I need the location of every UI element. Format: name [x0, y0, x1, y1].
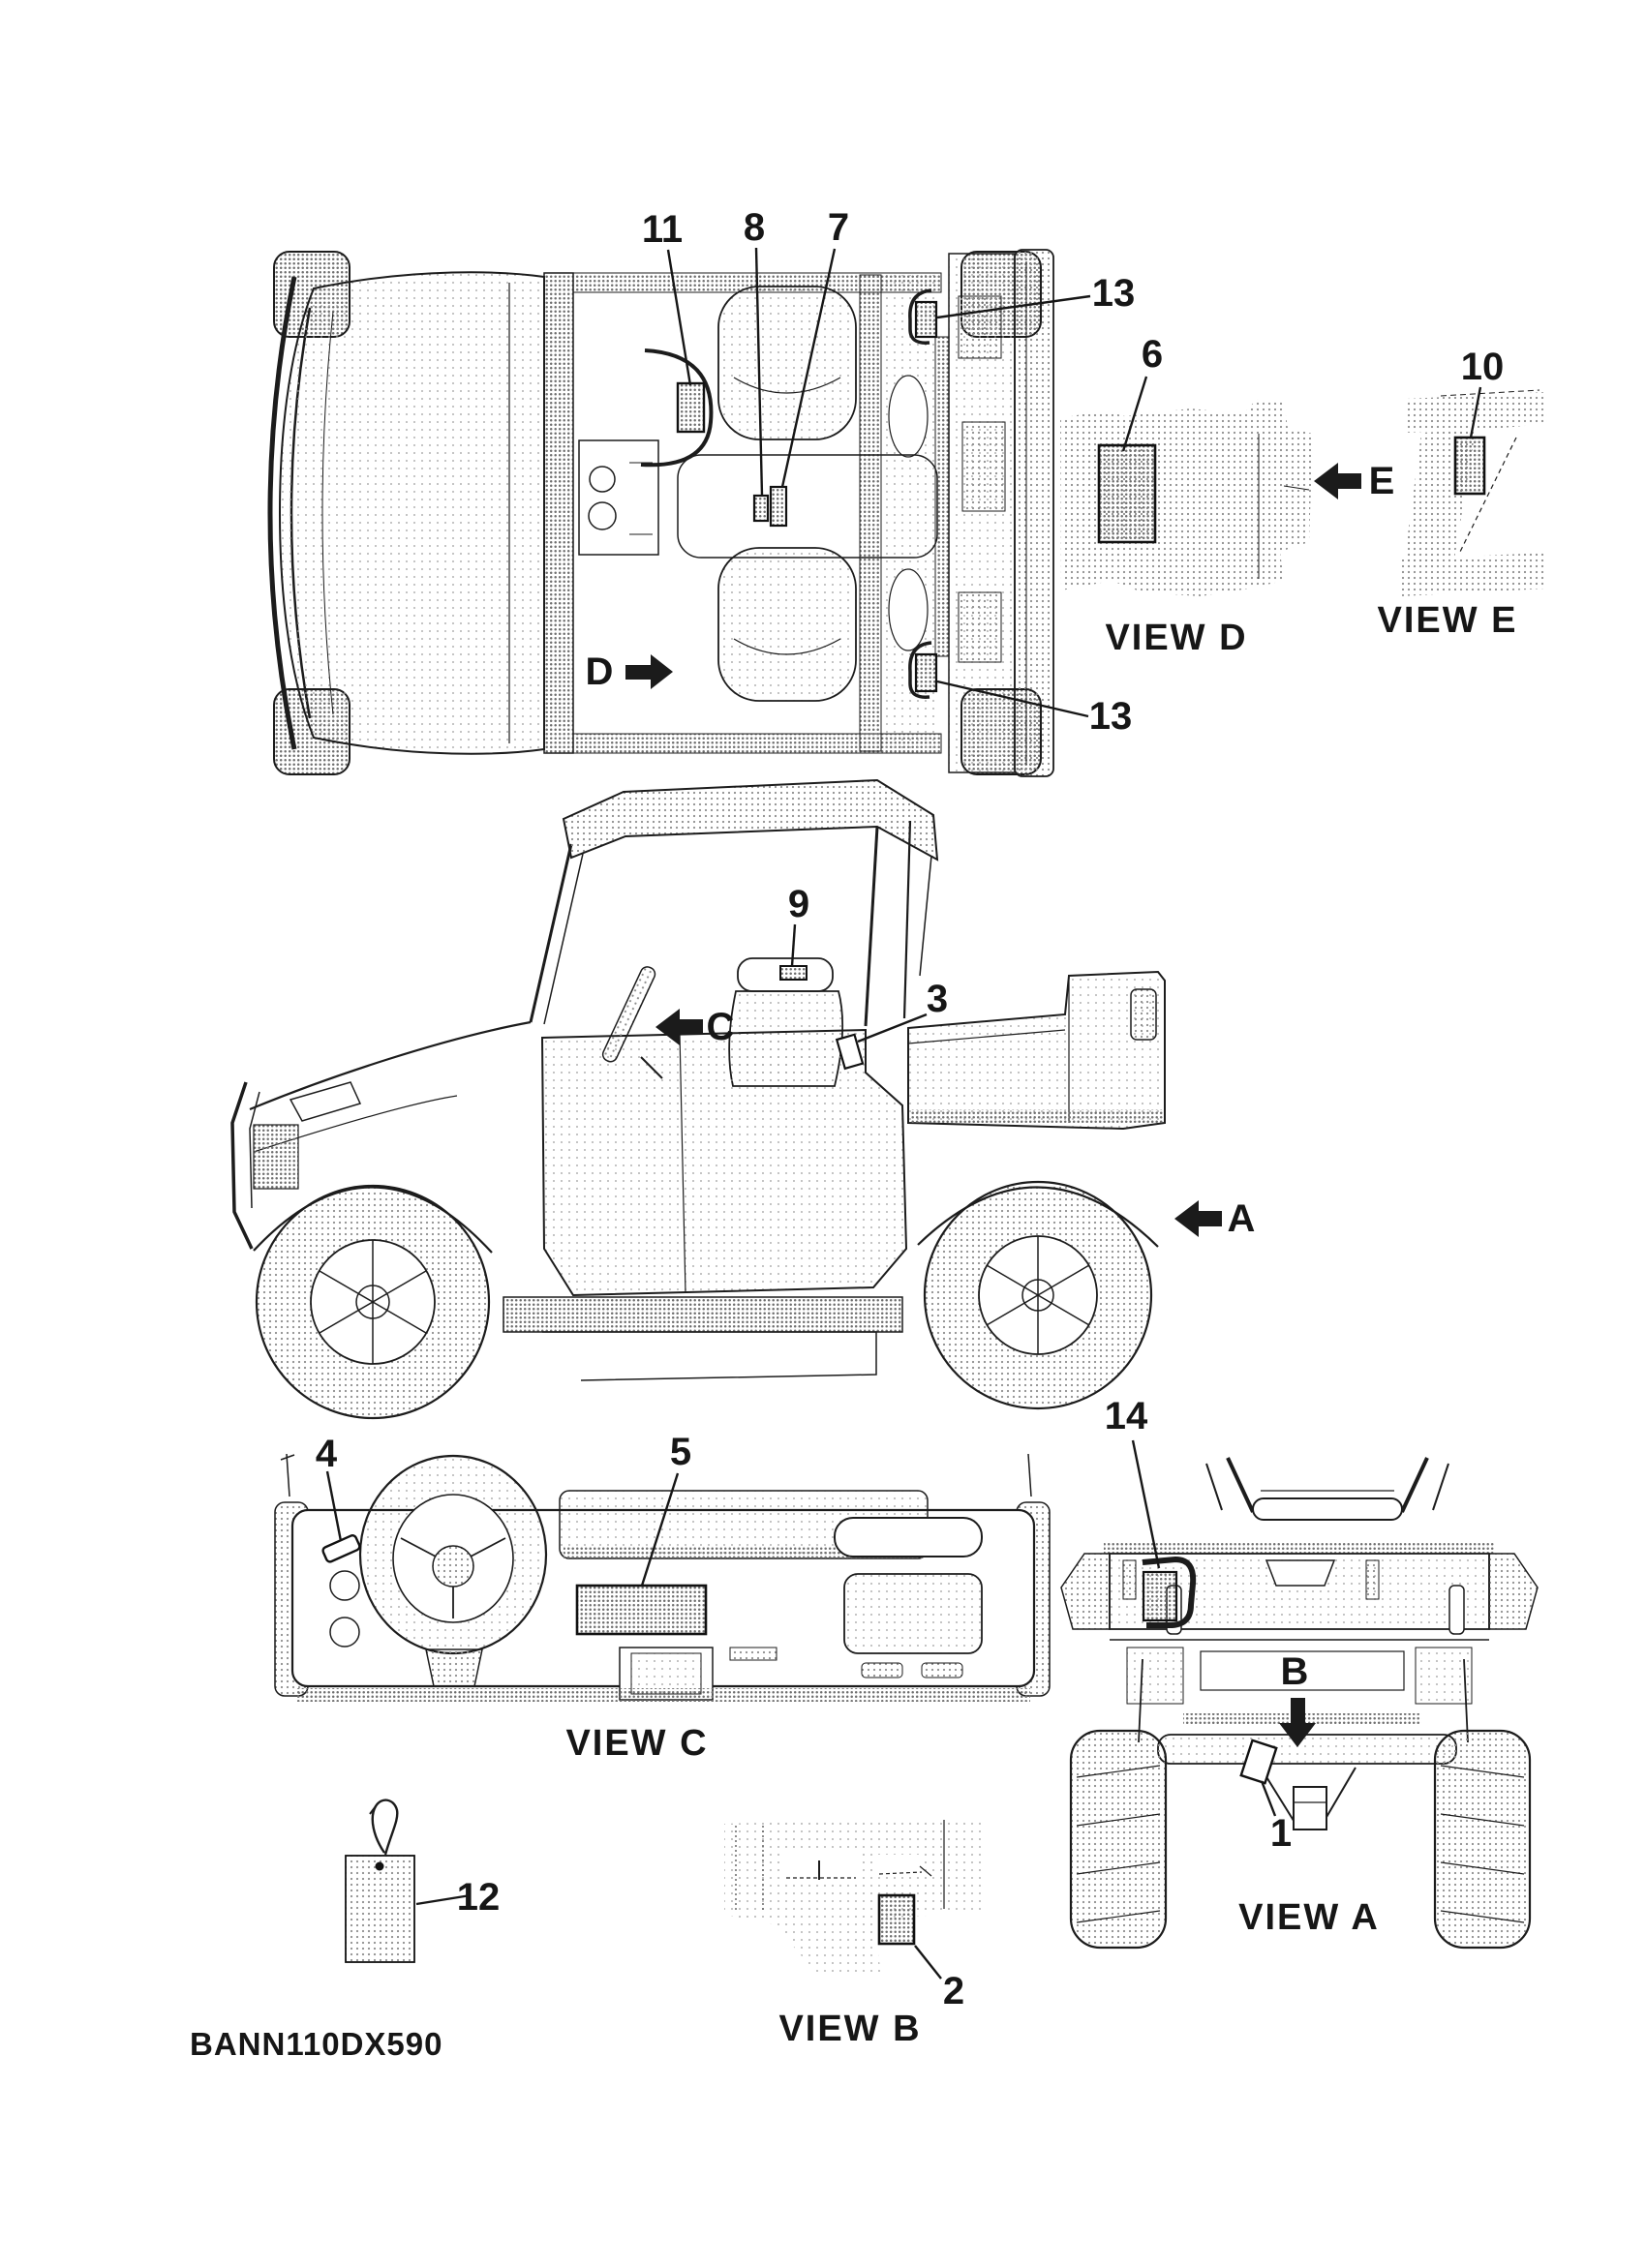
view-b-title: VIEW B	[778, 2009, 922, 2049]
side-view-illustration	[232, 780, 1165, 1418]
callout-2: 2	[942, 1970, 965, 2012]
view-e-title: VIEW E	[1377, 600, 1518, 641]
label-position-7	[771, 487, 786, 526]
callout-11: 11	[641, 208, 684, 251]
callout-12: 12	[456, 1876, 501, 1919]
callout-8: 8	[743, 206, 766, 249]
callout-1: 1	[1269, 1812, 1293, 1855]
direction-letter-e: E	[1368, 460, 1395, 502]
view-a-title: VIEW A	[1238, 1897, 1380, 1938]
label-position-14	[1143, 1572, 1176, 1620]
label-position-13-bottom	[916, 654, 936, 691]
label-position-11	[678, 383, 704, 432]
label-position-12	[346, 1856, 414, 1962]
label-position-10	[1455, 438, 1484, 494]
callout-6: 6	[1141, 333, 1164, 376]
direction-letter-b: B	[1280, 1650, 1309, 1693]
callout-10: 10	[1460, 346, 1505, 388]
view-d-illustration	[1060, 399, 1313, 596]
label-position-2	[879, 1895, 914, 1944]
callout-14: 14	[1104, 1395, 1148, 1437]
label-position-13-top	[916, 302, 936, 337]
view-c-title: VIEW C	[565, 1723, 709, 1764]
view-d-title: VIEW D	[1105, 618, 1248, 658]
view-b-illustration	[724, 1818, 982, 1977]
direction-letter-a: A	[1227, 1197, 1256, 1240]
arrow-e-left-icon	[1314, 463, 1361, 499]
figure-part-code: BANN110DX590	[190, 2026, 443, 2062]
label-position-6	[1099, 445, 1155, 542]
label-position-5	[577, 1586, 706, 1634]
view-c-illustration	[275, 1454, 1050, 1702]
direction-letter-c: C	[706, 1006, 735, 1048]
arrow-a-left-icon	[1174, 1200, 1222, 1237]
callout-3: 3	[926, 978, 949, 1020]
direction-letter-d: D	[585, 650, 614, 693]
callout-13-top: 13	[1091, 272, 1136, 315]
label-position-8	[754, 496, 768, 521]
callout-13-bottom: 13	[1088, 695, 1133, 738]
callout-4: 4	[315, 1433, 338, 1475]
callout-9: 9	[787, 883, 810, 925]
hang-tag-illustration	[346, 1800, 414, 1962]
label-position-9	[780, 966, 807, 980]
callout-5: 5	[669, 1431, 692, 1473]
arrow-d-right-icon	[625, 654, 673, 689]
callout-7: 7	[827, 206, 850, 249]
